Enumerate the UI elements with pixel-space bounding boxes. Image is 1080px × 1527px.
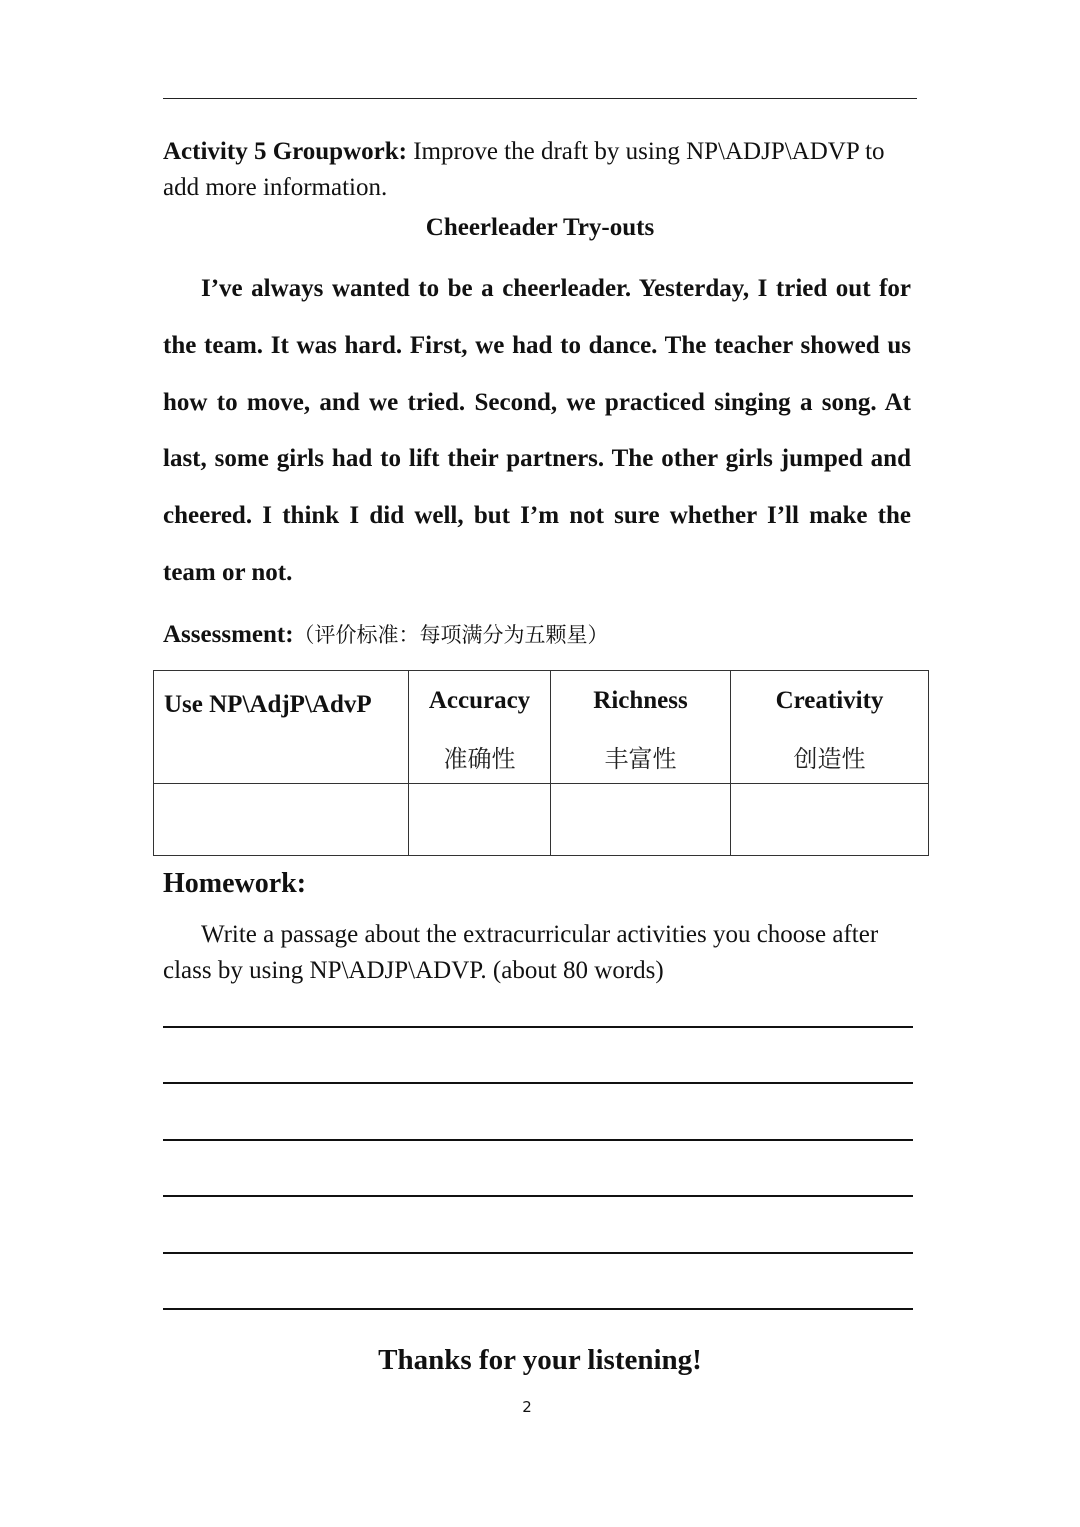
homework-instruction: Write a passage about the extracurricular activities you choose after class by using NP\ADJP\ADVP. (about 80 words): [163, 921, 879, 984]
assessment-note: （评价标准：每项满分为五颗星）: [293, 623, 609, 647]
activity-label: Activity 5 Groupwork:: [163, 138, 407, 165]
assessment-table: [153, 670, 929, 856]
score-cell-accuracy[interactable]: [409, 784, 551, 856]
header-richness-zh: 丰富性: [604, 745, 677, 773]
score-row: [154, 784, 929, 856]
assessment-heading: [163, 619, 609, 649]
header-creativity-zh: 创造性: [793, 745, 866, 773]
header-accuracy-zh: 准确性: [443, 745, 516, 773]
story-draft: I’ve always wanted to be a cheerleader. Yesterday, I tried out for the team. It was hard. First, we had to dance. The teacher showed us how to move, and we tried. Second, we practiced singing a song. At last, some girls had to lift their partners. The other girls jumped and cheered. I think I did well, but I’m not sure whether I’ll make the team or not.: [163, 275, 911, 586]
homework-title: Homework:: [163, 868, 307, 899]
writing-line[interactable]: [163, 1195, 913, 1197]
story-title: Cheerleader Try-outs: [425, 214, 655, 241]
header-creativity-en: Creativity: [775, 687, 884, 714]
header-rule: [163, 98, 917, 99]
header-accuracy: [409, 671, 551, 784]
writing-line[interactable]: [163, 1139, 913, 1141]
header-use-np: Use NP\AdjP\AdvP: [154, 671, 409, 784]
activity-text: Improve the draft by using NP\ADJP\ADVP to add more information.: [163, 138, 885, 201]
header-accuracy-en: Accuracy: [428, 687, 531, 714]
writing-line[interactable]: [163, 1252, 913, 1254]
activity-instruction: [163, 134, 923, 206]
header-richness-en: Richness: [593, 687, 688, 714]
writing-line[interactable]: [163, 1308, 913, 1310]
score-cell-richness[interactable]: [551, 784, 731, 856]
table-header-row: [154, 671, 929, 784]
writing-line[interactable]: [163, 1082, 913, 1084]
assessment-label: Assessment:: [163, 621, 294, 648]
closing-message: Thanks for your listening!: [378, 1344, 702, 1376]
score-cell-creativity[interactable]: [731, 784, 929, 856]
writing-line[interactable]: [163, 1026, 913, 1028]
page-number: 2: [522, 1398, 532, 1416]
score-cell-use[interactable]: [154, 784, 409, 856]
header-richness: [551, 671, 731, 784]
header-creativity: [731, 671, 929, 784]
